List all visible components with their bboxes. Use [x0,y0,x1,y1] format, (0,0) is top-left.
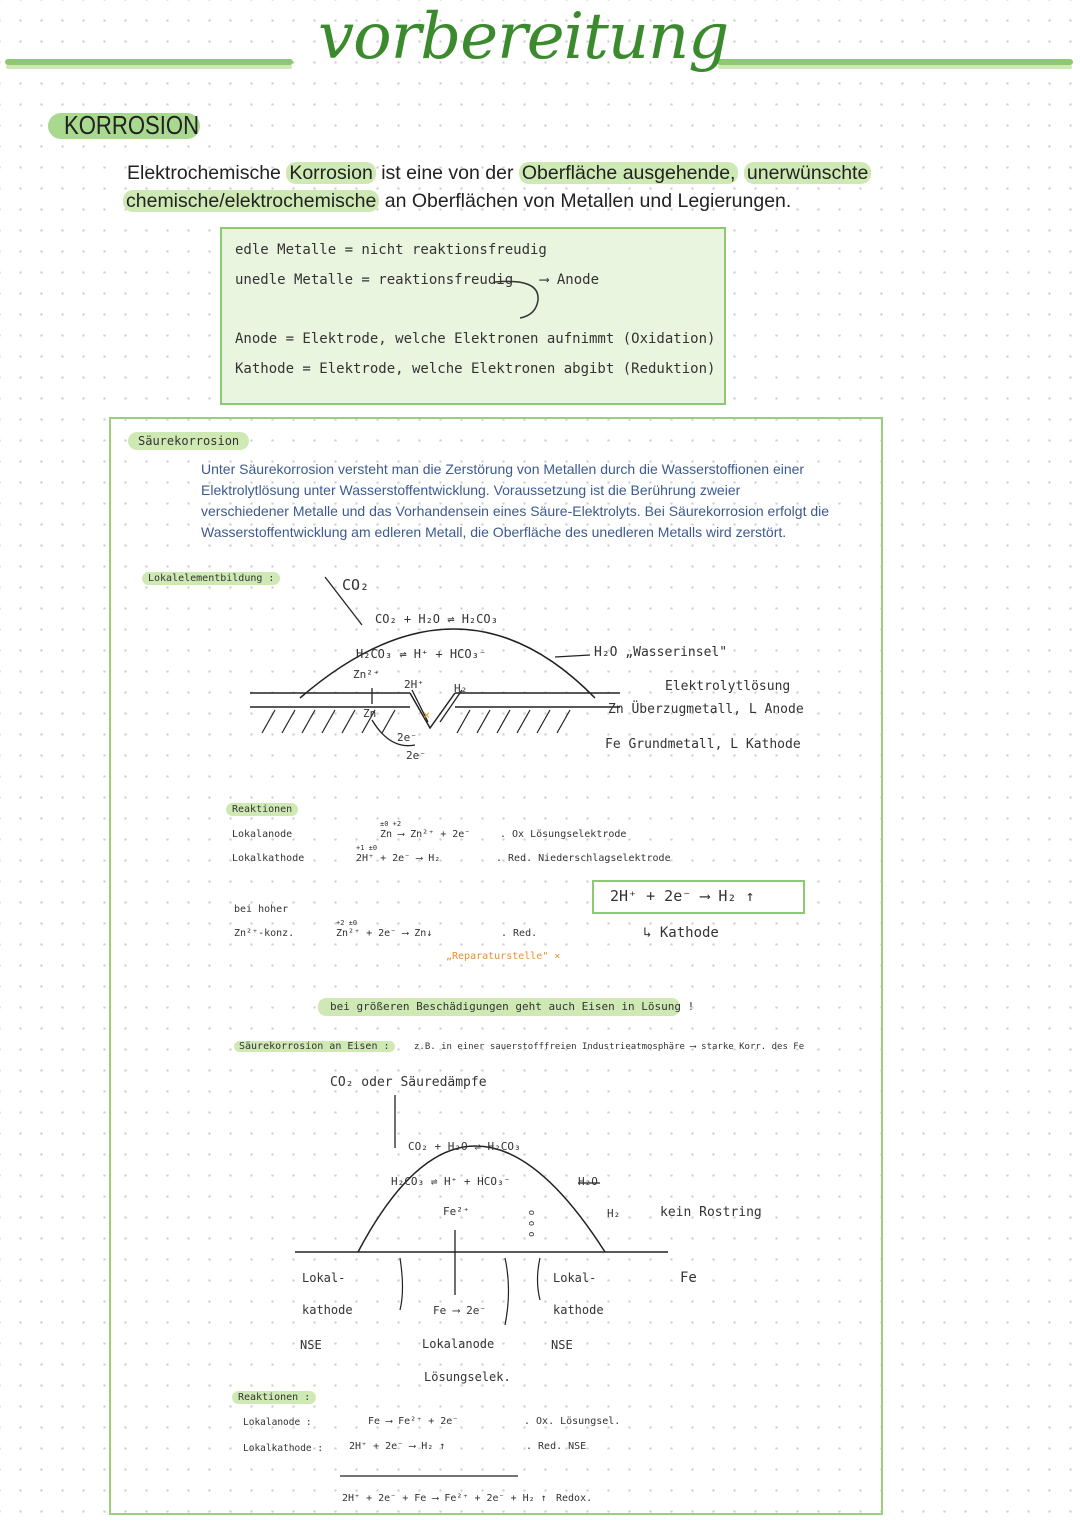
iron-fe-e: Fe ⟶ 2e⁻ [433,1304,486,1317]
react1-ann-h: . Red. [501,928,538,939]
intro-t5: unerwünschte [744,162,871,184]
hatch-1 [262,710,570,733]
lokal-2h: 2H⁺ [404,678,424,691]
react2-lk: Lokalkathode : [243,1443,324,1454]
react1-lk: Lokalkathode [232,853,305,864]
lokal-co2: CO₂ [342,576,370,594]
acid-p3: verschiedener Metalle und das Vorhandensein eines Säure-Elektrolyts. Bei Säurekorrosion erfolgt die [201,503,830,519]
lokal-zn2: Zn²⁺ [353,668,380,681]
iron-h2o: H₂O [578,1175,598,1188]
react1-box-sub: ↳ Kathode [643,925,719,941]
react1-rep: „Reparaturstelle" × [446,951,561,962]
intro-t2: Korrosion [286,162,375,184]
iron-lk-r1: Lokal- [553,1271,597,1285]
water-pointer [555,655,590,657]
acid-p1: Unter Säurekorrosion versteht man die Zerstörung von Metallen durch die Wasserstoffionen einer [201,461,805,477]
intro-line-1 [127,162,871,185]
box1-anode: ⟶ Anode [540,272,600,288]
react1-ann-a: . Ox Lösungselektrode [500,829,627,840]
lokal-x: × [423,708,431,722]
intro-t1: Elektrochemische [127,162,281,184]
react1-eq-a: Zn ⟶ Zn²⁺ + 2e⁻ [380,829,471,840]
intro-t6: chemische/elektrochemische [123,190,379,212]
react1-eq-h: Zn²⁺ + 2e⁻ ⟶ Zn↓ [336,928,433,939]
box1-line-3: Anode = Elektrode, welche Elektronen aufnimmt (Oxidation) [235,331,716,347]
react1-la: Lokalanode [232,829,293,840]
box1-line-4: Kathode = Elektrode, welche Elektronen abgibt (Reduktion) [235,361,716,377]
iron-note: z.B. in einer sauerstofffreien Industrieatmosphäre ⟶ starke Korr. des Fe [414,1042,805,1052]
iron-eq1: CO₂ + H₂O ⇌ H₂CO₃ [408,1140,521,1153]
iron-nse-l: NSE [300,1338,322,1352]
divider-right [538,1258,541,1300]
intro-t7: an Oberflächen von Metallen und Legierungen. [384,190,792,212]
react1-hoch1: bei hoher [234,904,289,915]
react2-eq-k: 2H⁺ + 2e⁻ ⟶ H₂ ↑ [349,1441,446,1452]
topic-heading: KORROSION [64,110,200,140]
iron-co2: CO₂ oder Säuredämpfe [330,1075,487,1090]
lokal-eq2: H₂CO₃ ⇌ H⁺ + HCO₃⁻ [356,647,487,661]
react2-eq-a: Fe ⟶ Fe²⁺ + 2e⁻ [368,1416,459,1427]
iron-fe2: Fe²⁺ [443,1205,470,1218]
react1-hoch2: Zn²⁺-konz. [234,928,295,939]
iron-lse: Lösungselek. [424,1370,511,1384]
lokal-badge: Lokalelementbildung : [142,572,280,585]
react2-ann-a: . Ox. Lösungsel. [524,1416,621,1427]
react2-la: Lokalanode : [243,1417,312,1428]
lokal-eq1: CO₂ + H₂O ⇌ H₂CO₃ [375,612,498,626]
page-title: vorbereitung [318,0,729,74]
react2-badge: Reaktionen : [232,1391,316,1404]
iron-badge: Säurekorrosion an Eisen : [234,1041,395,1052]
react1-eq-k: 2H⁺ + 2e⁻ ⟶ H₂ [356,853,441,864]
react1-ox3: +2 ±0 [336,919,358,927]
iron-la: Lokalanode [422,1337,495,1351]
lokal-zn: Zn [363,707,377,720]
react2-ann-k: . Red. NSE [526,1441,587,1452]
acid-p4: Wasserstoffentwicklung am edleren Metall, die Oberfläche des unedleren Metalls wird zerstört. [201,524,787,540]
react1-ox2: +1 ±0 [356,844,378,852]
iron-lk-l2: kathode [302,1303,353,1317]
lokal-e1: 2e⁻ [397,731,417,744]
iron-bubbles: o o o [527,1209,537,1237]
iron-eq2: H₂CO₃ ⇌ H⁺ + HCO₃⁻ [391,1175,511,1188]
intro-t4: Oberfläche ausgehende, [519,162,739,184]
acid-badge: Säurekorrosion [128,432,249,450]
react2-total: 2H⁺ + 2e⁻ + Fe ⟶ Fe²⁺ + 2e⁻ + H₂ ↑ [342,1493,547,1504]
intro-line-2 [123,190,791,213]
iron-nse-r: NSE [551,1338,573,1352]
droplet-2 [358,1146,605,1252]
react1-warn: bei größeren Beschädigungen geht auch Eisen in Lösung ! [330,1000,695,1013]
acid-p2: Elektrolytlösung unter Wasserstoffentwicklung. Voraussetzung ist die Berührung zweier [201,482,741,498]
droplet-1 [300,629,595,698]
intro-t3: ist eine von der [381,162,514,184]
react1-badge: Reaktionen [226,803,298,816]
lokal-zn-label: Zn Überzugmetall, L Anode [608,702,804,717]
react1-box: 2H⁺ + 2e⁻ ⟶ H₂ ↑ [610,887,755,905]
lokal-e2: 2e⁻ [406,749,426,762]
lokal-h2: H₂ [454,682,468,695]
divider-mid [505,1258,509,1325]
iron-h2: H₂ [607,1207,621,1220]
react1-ann-k: . Red. Niederschlagselektrode [496,853,671,864]
iron-lk-r2: kathode [553,1303,604,1317]
lokal-water: H₂O „Wasserinsel" [594,645,728,660]
box1-line-1: edle Metalle = nicht reaktionsfreudig [235,242,547,258]
lokal-elyt: Elektrolytlösung [665,679,791,694]
react2-redox: Redox. [556,1493,593,1504]
box1-line-2: unedle Metalle = reaktionsfreudig [235,272,514,288]
iron-fe: Fe [680,1270,697,1286]
lokal-fe-label: Fe Grundmetall, L Kathode [605,737,801,752]
react1-ox1: ±0 +2 [380,820,402,828]
divider-left [400,1258,403,1310]
iron-norust: kein Rostring [660,1205,762,1220]
iron-lk-l1: Lokal- [302,1271,346,1285]
